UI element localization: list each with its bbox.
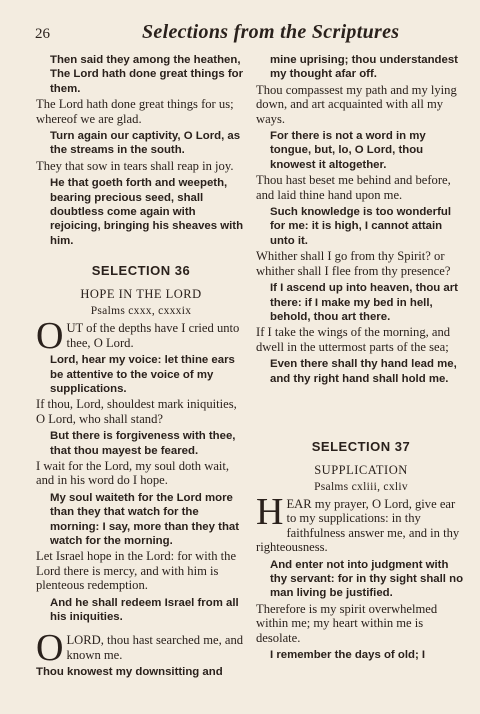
verse-bold: My soul waiteth for the Lord more than they that watch for the morning: I say, more than they that watch for the morning.	[50, 491, 240, 547]
verse-bold: And he shall redeem Israel from all his iniquities.	[50, 596, 239, 623]
verse-light: Therefore is my spirit overwhelmed within me; my heart within me is desolate.	[256, 601, 438, 645]
page-number: 26	[35, 26, 50, 42]
verse-bold: Thou knowest my downsitting and	[36, 666, 223, 679]
selection-psalms: Psalms cxliii, cxliv	[314, 480, 408, 493]
left-column	[36, 50, 246, 681]
verse-bold: If I ascend up into heaven, thou art there: if I make my bed in hell, behold, thou art there.	[270, 282, 458, 323]
verse-light: I wait for the Lord, my soul doth wait, and in his word do I hope.	[36, 458, 230, 488]
verse-light: The Lord hath done great things for us; whereof we are glad.	[36, 97, 234, 126]
selection-subtitle: HOPE IN THE LORD	[80, 287, 202, 302]
verse-light: If thou, Lord, shouldest mark iniquities, O Lord, who shall stand?	[36, 397, 237, 426]
verse-light: Thou compassest my path and my lying down, and art acquainted with all my ways.	[256, 82, 457, 126]
verse-bold: Then said they among the heathen, The Lord hath done great things for them.	[50, 54, 244, 95]
verse-with-dropcap	[256, 490, 466, 555]
verse-light: LORD, thou hast searched me, and known me.	[66, 633, 244, 662]
verse-bold: But there is forgiveness with thee, that thou mayest be feared.	[50, 430, 236, 457]
verse-bold: He that goeth forth and weepeth, bearing precious seed, shall doubtless come again with rejoicing, bringing his sheaves with him.	[50, 177, 244, 247]
running-title: Selections from the Scriptures	[142, 21, 400, 43]
verse-light: Thou hast beset me behind and before, and laid thine hand upon me.	[256, 173, 451, 202]
page-header	[0, 20, 480, 46]
selection-title: SELECTION 37	[311, 438, 411, 454]
verse-bold: mine uprising; thou understandest my thought afar off.	[270, 54, 458, 81]
selection-psalms: Psalms cxxx, cxxxix	[90, 305, 192, 318]
verse-light: They that sow in tears shall reap in joy.	[36, 158, 234, 173]
right-column	[256, 50, 466, 663]
selection-subtitle: SUPPLICATION	[314, 462, 408, 477]
verse-bold: For there is not a word in my tongue, but, lo, O Lord, thou knowest it altogether.	[270, 130, 426, 171]
drop-cap: H	[256, 490, 284, 533]
verse-light: EAR my prayer, O Lord, give ear to my supplications: in thy faithfulness answer me, and in thy righteousness.	[256, 496, 460, 555]
verse-bold: Even there shall thy hand lead me, and thy right hand shall hold me.	[270, 358, 457, 385]
verse-bold: And enter not into judgment with thy servant: for in thy sight shall no man living be justified.	[270, 558, 464, 600]
verse-with-dropcap	[36, 315, 246, 358]
drop-cap: O	[36, 315, 64, 358]
verse-with-dropcap	[36, 627, 246, 670]
verse-bold: Such knowledge is too wonderful for me: it is high, I cannot attain unto it.	[270, 206, 451, 247]
verse-bold: I remember the days of old; I	[270, 649, 426, 661]
selection-title: SELECTION 36	[91, 263, 191, 279]
verse-light: Whither shall I go from thy Spirit? or whither shall I flee from thy presence?	[256, 249, 451, 278]
verse-bold: Lord, hear my voice: let thine ears be attentive to the voice of my supplications.	[50, 354, 235, 395]
verse-bold: Turn again our captivity, O Lord, as the streams in the south.	[50, 130, 241, 157]
drop-cap: O	[36, 627, 64, 670]
verse-light: Let Israel hope in the Lord: for with the Lord there is mercy, and with him is plenteous redemption.	[36, 549, 237, 593]
verse-light: If I take the wings of the morning, and dwell in the uttermost parts of the sea;	[256, 325, 451, 354]
verse-light: UT of the depths have I cried unto thee, O Lord.	[66, 321, 240, 350]
